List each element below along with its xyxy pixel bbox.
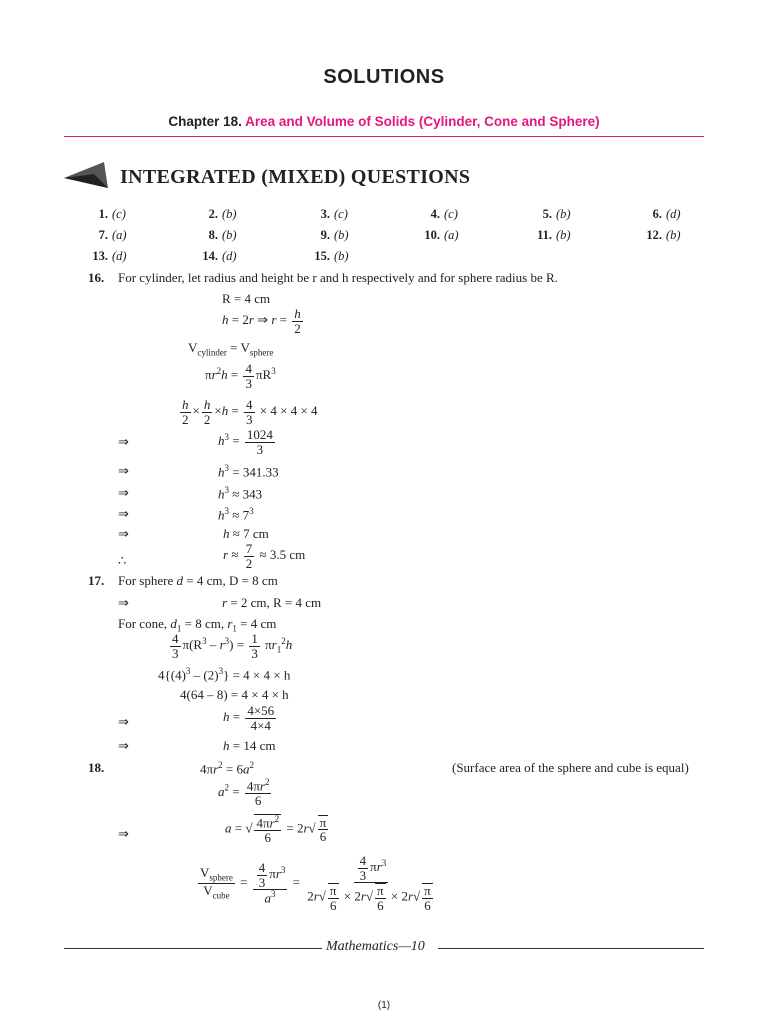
implies-icon: ⇒	[118, 738, 129, 753]
answer-number: 11.	[537, 228, 552, 242]
implies-icon: ⇒	[118, 434, 129, 449]
q16-substitution: $\frac{h}{2}$ × $\frac{h}{2}$ ×h = $\frac{4}{3}$ × 4 × 4 × 4	[182, 397, 318, 427]
q16-volume-formula: $\pi r^2h$ = $\frac{4}{3}$ $\pi R^3$	[205, 361, 276, 391]
answer-item	[192, 249, 262, 264]
implies-icon: ⇒	[118, 826, 129, 841]
q17-step2: 4(64 – 8) = 4 × 4 × h	[180, 687, 289, 702]
answer-number: 5.	[542, 207, 552, 221]
q16-intro: For cylinder, let radius and height be r and h respectively and for sphere radius be R.	[118, 270, 558, 285]
answer-option: (b)	[334, 249, 349, 263]
answer-number: 12.	[646, 228, 662, 242]
q18-eq3: a = √ $\frac{4\pi r^2}{6}$ = 2r√ $\frac{\pi}{6}$	[225, 814, 327, 845]
footer-rule-right	[438, 948, 704, 949]
implies-icon: ⇒	[118, 463, 129, 478]
page-number: (1)	[377, 1000, 391, 1011]
answer-number: 2.	[208, 207, 218, 221]
q18-eq4: $\frac{V_{sphere}}{V_{cube}}$ = $\frac{4}{3}$ $\pi r^3$ $a^3$ = $\frac{4}{3}$ $\pi r^3$ 2r√ $\frac{\pi}{6}$ × 2r√ $\frac{\pi}{6}$ × 2r√ $\frac{\pi}{6}$	[200, 853, 431, 913]
q17-result: h = 14 cm	[223, 738, 276, 753]
q17-line2: r = 2 cm, R = 4 cm	[222, 595, 322, 610]
answer-option: (b)	[222, 207, 237, 221]
q16-h-value: 7 cm	[243, 526, 269, 541]
q18-eq1: $4\pi r^2 = 6a^2$	[200, 760, 254, 777]
footer-title: Mathematics—10	[326, 939, 425, 954]
section-heading: INTEGRATED (MIXED) QUESTIONS	[120, 166, 471, 188]
implies-icon: ⇒	[118, 714, 129, 729]
chapter-name: Area and Volume of Solids (Cylinder, Cone and Sphere)	[245, 114, 600, 129]
question-number: 16.	[88, 270, 105, 285]
answer-item	[414, 228, 484, 243]
q17-h-value: 14 cm	[243, 738, 276, 753]
q16-h3-fraction: $h^3$ = $\frac{1024}{3}$	[218, 427, 273, 457]
q16-h3-cube: $h^3 \approx 7^3$	[218, 506, 254, 523]
answer-item	[192, 207, 262, 222]
answer-number: 13.	[92, 249, 108, 263]
answer-option: (d)	[112, 249, 127, 263]
therefore-icon: ∴	[118, 553, 127, 568]
answer-option: (a)	[112, 228, 127, 242]
q16-h-result: h ≈ 7 cm	[223, 526, 269, 541]
answer-option: (c)	[444, 207, 458, 221]
answer-option: (c)	[334, 207, 348, 221]
q17-step1: $4\{(4)^3 - (2)^3\} = 4 \times 4 \times h$	[158, 666, 291, 683]
answer-item	[192, 228, 262, 243]
question-number: 18.	[88, 760, 105, 775]
answer-option: (d)	[666, 207, 681, 221]
answer-number: 4.	[430, 207, 440, 221]
q16-h3-value: 341.33	[242, 464, 279, 480]
answer-item	[82, 207, 152, 222]
answer-item	[526, 228, 596, 243]
answer-number: 8.	[208, 228, 218, 242]
answer-item	[636, 228, 706, 243]
answer-option: (b)	[334, 228, 349, 242]
answer-number: 3.	[320, 207, 330, 221]
answer-number: 14.	[202, 249, 218, 263]
q16-r-value: 3.5 cm	[269, 547, 306, 563]
answer-number: 6.	[652, 207, 662, 221]
q16-h3-approx: $h^3 \approx 343$	[218, 485, 263, 502]
answer-item	[526, 207, 596, 222]
answer-number: 1.	[98, 207, 108, 221]
answer-item	[304, 228, 374, 243]
question-number: 17.	[88, 573, 105, 588]
answer-option: (c)	[112, 207, 126, 221]
q16-r-line: R = 4 cm	[222, 291, 271, 306]
implies-icon: ⇒	[118, 526, 129, 541]
answer-item	[414, 207, 484, 222]
section-arrow-icon	[64, 160, 112, 190]
implies-icon: ⇒	[118, 485, 129, 500]
answer-item	[304, 207, 374, 222]
answer-item	[82, 249, 152, 264]
answer-item	[636, 207, 706, 222]
chapter-rule	[64, 136, 704, 137]
q16-h3-denominator: 3	[256, 441, 264, 457]
answer-option: (d)	[222, 249, 237, 263]
page-title: SOLUTIONS	[323, 66, 445, 88]
answer-option: (b)	[666, 228, 681, 242]
q17-step3: h = $\frac{4\times 56}{4\times 4}$	[223, 703, 275, 733]
implies-icon: ⇒	[118, 506, 129, 521]
footer-rule-left	[64, 948, 322, 949]
implies-icon: ⇒	[118, 595, 129, 610]
q17-line1: For sphere d = 4 cm, D = 8 cm	[118, 573, 278, 588]
q16-h3-numerator: 1024	[246, 427, 273, 442]
answer-option: (b)	[556, 207, 571, 221]
answer-item	[304, 249, 374, 264]
chapter-prefix: Chapter 18.	[168, 114, 242, 129]
q17-line3: For cone, $d_1 = 8$ cm, $r_1 = 4$ cm	[118, 616, 277, 634]
answer-option: (b)	[556, 228, 571, 242]
q18-note: (Surface area of the sphere and cube is equal)	[452, 760, 689, 775]
chapter-heading	[0, 114, 768, 129]
answer-number: 7.	[98, 228, 108, 242]
q18-eq2: $a^2$ = $\frac{4\pi r^2}{6}$	[218, 777, 270, 808]
answer-item	[82, 228, 152, 243]
q16-h3-approx-value: 343	[242, 486, 263, 502]
answer-option: (b)	[222, 228, 237, 242]
q17-equation: $\frac{4}{3}$ $\pi(R^3 - r^3)$ = $\frac{1}{3}$ $\pi r_1^2h$	[172, 631, 293, 661]
q16-r-result: r ≈ $\frac{7}{2}$ ≈ 3.5 cm	[223, 541, 306, 571]
q16-h3-decimal: $h^3 = 341.33$	[218, 463, 279, 480]
answer-number: 10.	[424, 228, 440, 242]
q16-h-relation: h = 2r ⇒ r = $\frac{h}{2}$	[222, 306, 301, 336]
answer-number: 9.	[320, 228, 330, 242]
answer-option: (a)	[444, 228, 459, 242]
q16-volume-equality: $V_{cylinder} = V_{sphere}$	[188, 340, 274, 358]
answer-number: 15.	[314, 249, 330, 263]
